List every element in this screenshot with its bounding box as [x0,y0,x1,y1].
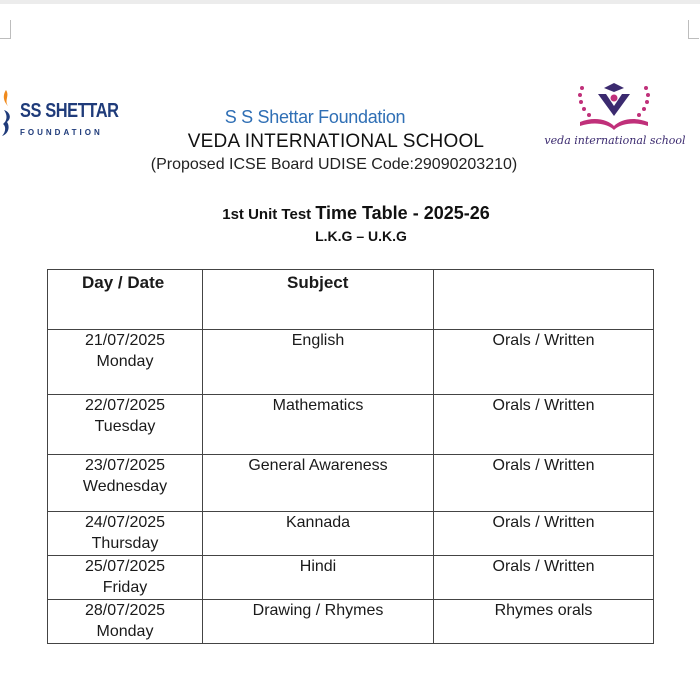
table-row [48,600,654,644]
day: Thursday [91,535,159,552]
mode-cell: Rhymes orals [434,600,654,644]
date-cell [48,556,203,600]
date: 24/07/2025 [84,514,166,531]
logo-right-name: veda international school [544,134,686,147]
date: 25/07/2025 [84,558,166,575]
mode-cell: Orals / Written [434,455,654,512]
date-cell [48,395,203,455]
header-subject: Subject [203,270,434,330]
day: Monday [96,623,154,640]
date-cell [48,330,203,395]
table-row [48,395,654,455]
table-row [48,455,654,512]
timetable [47,269,654,644]
subject-cell: Mathematics [203,395,434,455]
subject-cell: Drawing / Rhymes [203,600,434,644]
date: 28/07/2025 [84,602,166,619]
header-mode [434,270,654,330]
class-range: L.K.G – U.K.G [315,228,407,244]
subject-cell: General Awareness [203,455,434,512]
foundation-name: S S Shettar Foundation [224,107,406,127]
table-header-row [48,270,654,330]
page-corner-mark-left [0,20,11,39]
mode-cell: Orals / Written [434,395,654,455]
subject-cell: Hindi [203,556,434,600]
table-row [48,556,654,600]
mode-cell: Orals / Written [434,556,654,600]
header-day-date: Day / Date [48,270,203,330]
day: Wednesday [82,478,168,495]
school-name: VEDA INTERNATIONAL SCHOOL [187,131,485,152]
title-part-2: Time Table - 2025-26 [315,203,490,223]
logo-left-sub: FOUNDATION [20,128,103,137]
table-row [48,512,654,556]
day: Friday [102,579,148,596]
date-cell [48,512,203,556]
date-cell [48,600,203,644]
date: 23/07/2025 [84,457,166,474]
udise-code: (Proposed ICSE Board UDISE Code:29090203210) [150,156,518,173]
mode-cell: Orals / Written [434,512,654,556]
date: 21/07/2025 [84,332,166,349]
subject-cell: English [203,330,434,395]
logo-left-name: SS SHETTAR [20,100,119,122]
top-edge [0,0,700,4]
day: Monday [96,353,154,370]
day: Tuesday [94,418,156,435]
subject-cell: Kannada [203,512,434,556]
date: 22/07/2025 [84,397,166,414]
page-corner-mark-right [688,20,699,39]
timetable-title [0,203,700,224]
date-cell [48,455,203,512]
table-row [48,330,654,395]
title-part-1: 1st Unit Test [222,206,316,223]
mode-cell: Orals / Written [434,330,654,395]
